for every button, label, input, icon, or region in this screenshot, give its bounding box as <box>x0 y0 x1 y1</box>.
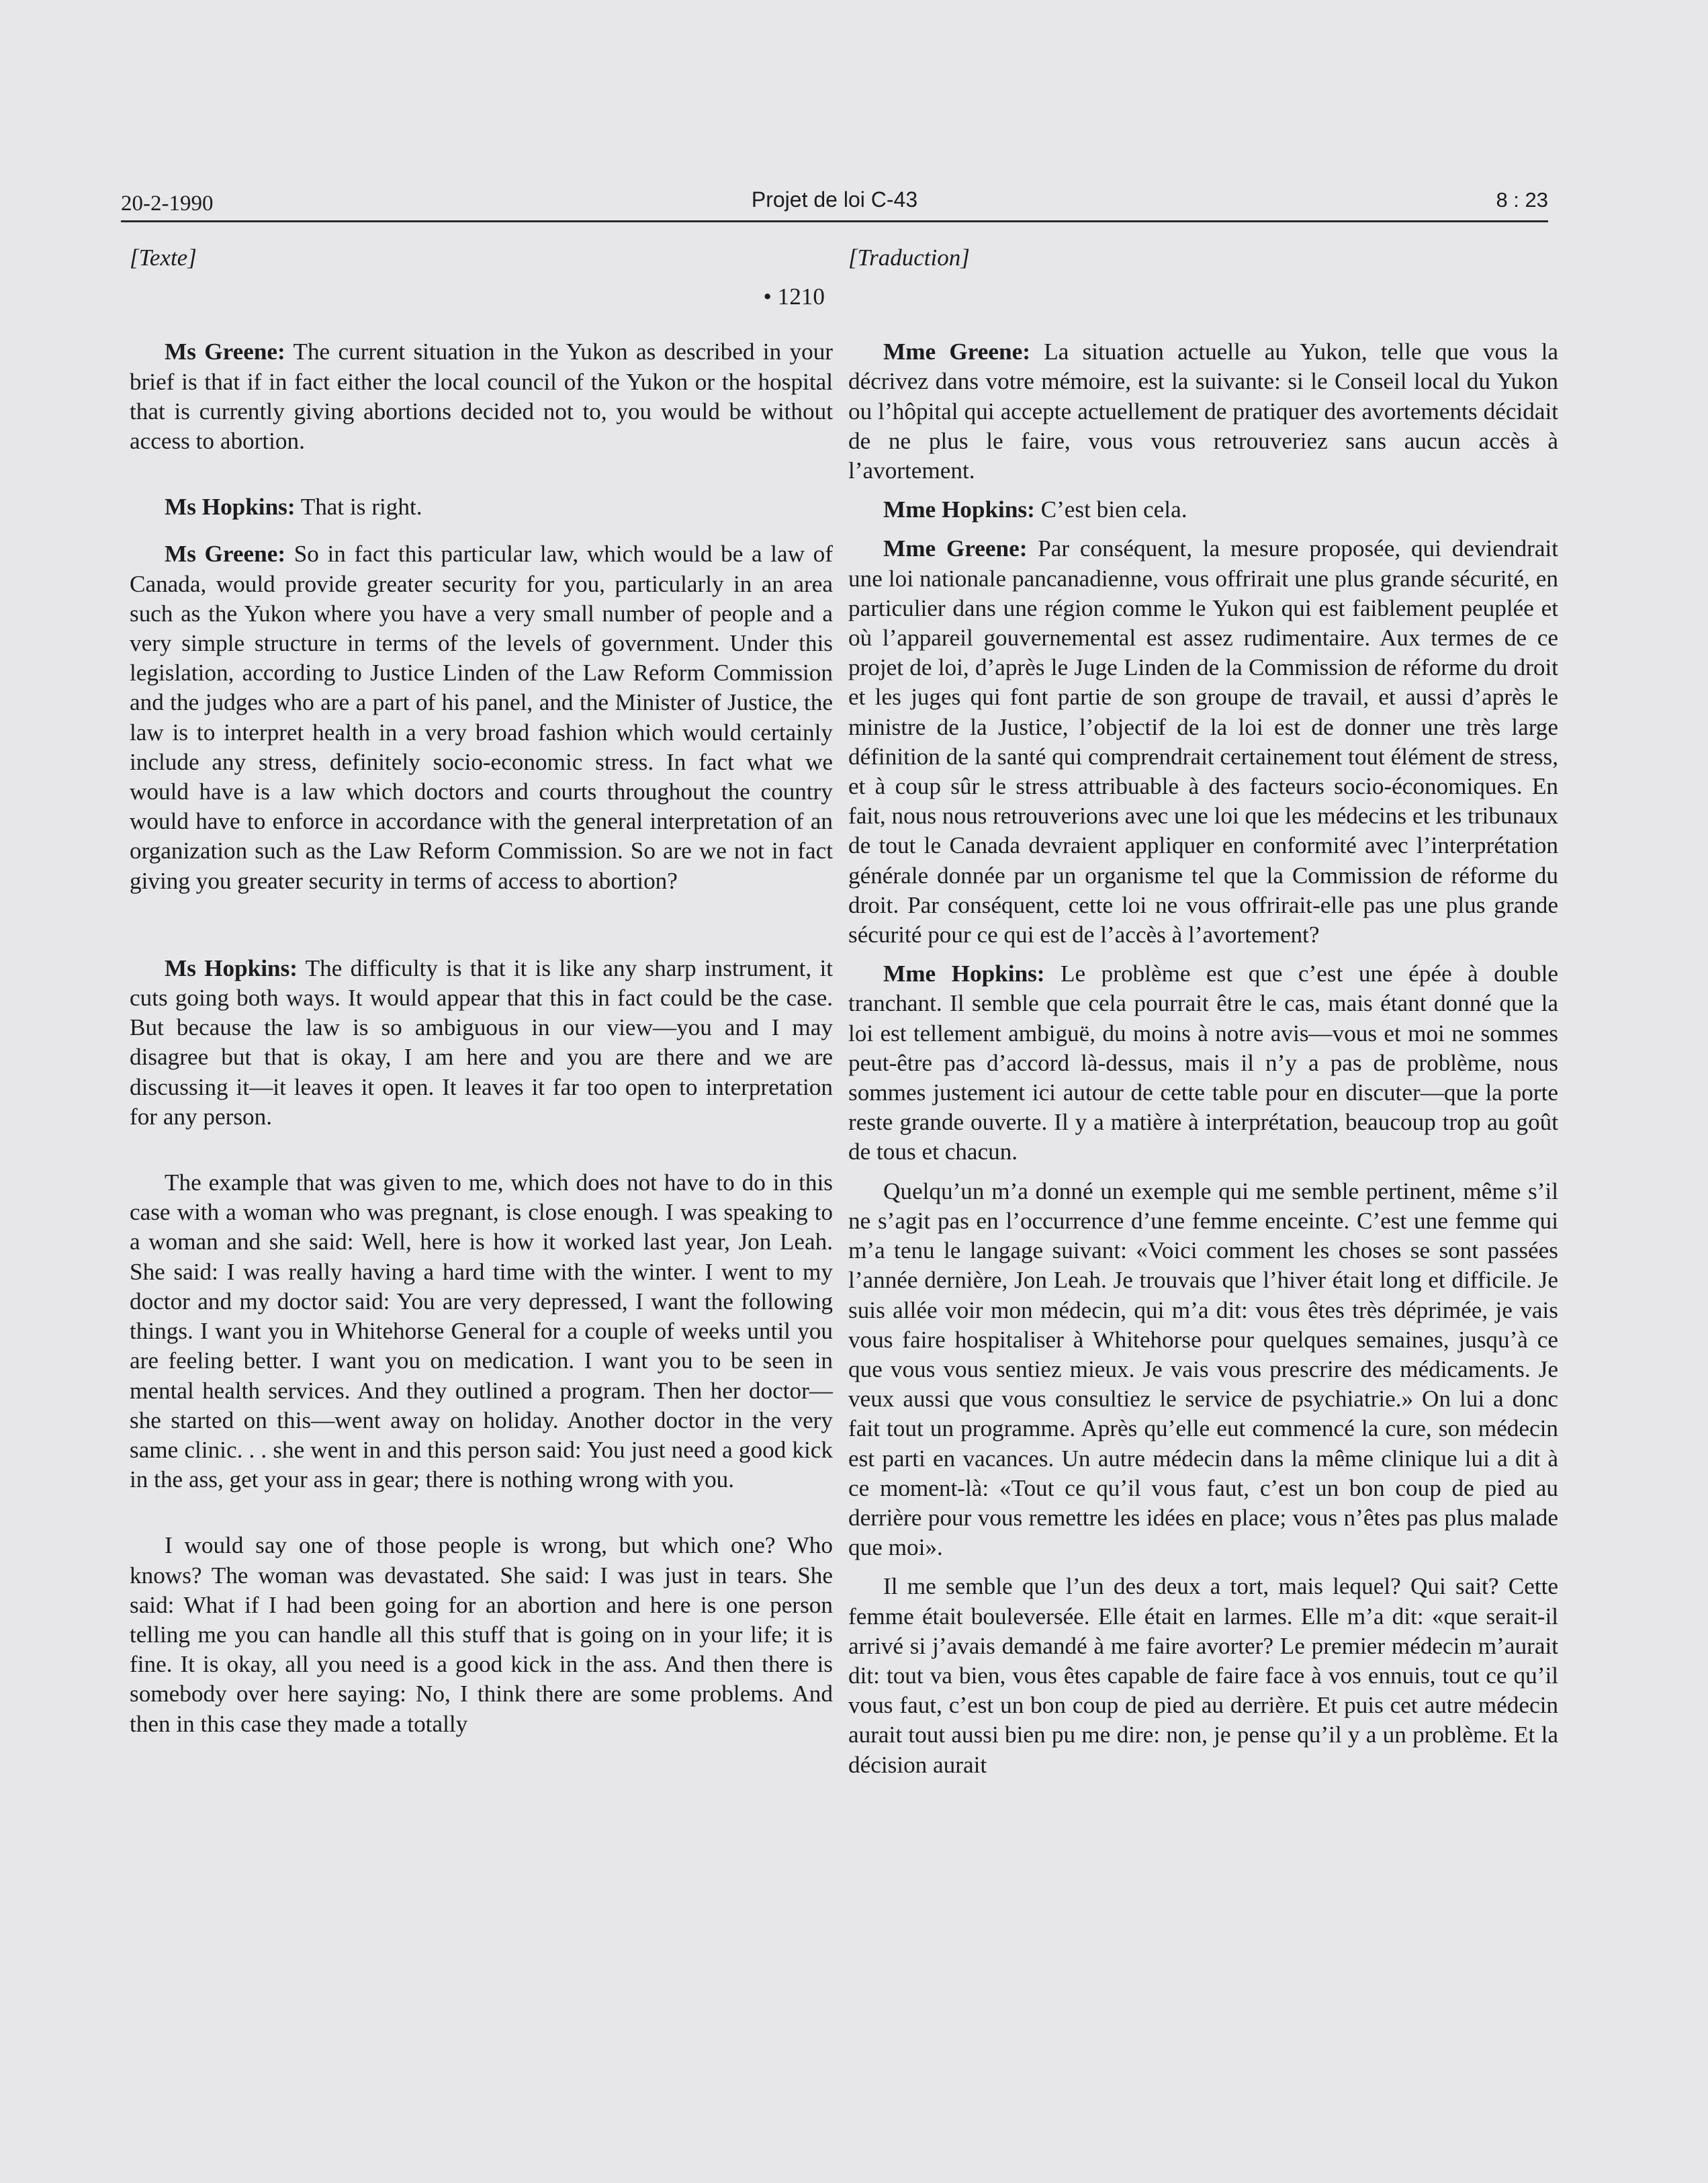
time-stamp: • 1210 <box>763 283 825 310</box>
paragraph-text: C’est bien cela. <box>1034 496 1187 523</box>
paragraph <box>848 959 1558 1167</box>
speaker-name: Mme Hopkins: <box>883 961 1045 987</box>
paragraph <box>848 1177 1558 1563</box>
paragraph <box>130 539 833 895</box>
paragraph <box>130 492 833 522</box>
speaker-name: Mme Greene: <box>883 535 1028 562</box>
paragraph <box>848 337 1558 486</box>
paragraph <box>848 495 1558 525</box>
english-column <box>130 243 833 1739</box>
header-date: 20-2-1990 <box>121 191 214 216</box>
speaker-name: Ms Greene: <box>165 541 286 568</box>
speaker-name: Ms Hopkins: <box>165 494 296 521</box>
paragraph-text: The example that was given to me, which does not have to do in this case with a woman who was pregnant, is close enough. I was speaking to a woman and she said: Well, here is how it worked last year, Jon Leah. She said: I was really having a hard time with the winter. I went to my doctor and my doctor said: You are very depressed, I want the following things. I want you in Whitehorse General for a couple of weeks until you are feeling better. I want you on medication. I want you to be seen in mental health services. And they outlined a program. Then her doctor—she started on this—went away on holiday. Another doctor in the very same clinic. . . she went in and this person said: You just need a good kick in the ass, get your ass in gear; there is nothing wrong with you. <box>130 1169 833 1493</box>
paragraph-text: I would say one of those people is wrong, but which one? Who knows? The woman was devastated. She said: I was just in tears. She said: What if I had been going for an abortion and here is one person telling me you can handle all this stuff that is going on in your life; it is fine. It is okay, all you need is a good kick in the ass. And then there is somebody over here saying: No, I think there are some problems. And then in this case they made a totally <box>130 1532 833 1737</box>
speaker-name: Ms Hopkins: <box>165 954 298 981</box>
header-title: Projet de loi C-43 <box>751 187 918 212</box>
paragraph <box>130 337 833 456</box>
paragraph <box>130 1531 833 1738</box>
running-header <box>121 187 1548 222</box>
paragraph-text: The current situation in the Yukon as described in your brief is that if in fact either the local council of the Yukon or the hospital that is currently giving abortions decided not to, you would be without access to abortion. <box>130 339 834 455</box>
speaker-name: Mme Greene: <box>883 339 1030 365</box>
speaker-name: Mme Hopkins: <box>883 496 1035 523</box>
paragraph-text: That is right. <box>295 494 422 521</box>
paragraph-text: So in fact this particular law, which would be a law of Canada, would provide greater security for you, particularly in an area such as the Yukon where you have a very small number of people and a very simple structure in terms of the levels of government. Under this legislation, according to Justice Linden of the Law Reform Commission and the judges who are a part of his panel, and the Minister of Justice, the law is to interpret health in a very broad fashion which would certainly include any stress, definitely socio-economic stress. In fact what we would have is a law which doctors and courts throughout the country would have to enforce in accordance with the general interpretation of an organization such as the Law Reform Commission. So are we not in fact giving you greater security in terms of access to abortion? <box>130 541 833 894</box>
header-page-number: 8 : 23 <box>1496 188 1548 212</box>
paragraph <box>130 954 833 1132</box>
paragraph-text: Quelqu’un m’a donné un exemple qui me semble pertinent, même s’il ne s’agit pas en l’occurrence d’une femme enceinte. C’est une femme qui m’a tenu le langage suivant: «Voici comment les choses se sont passées l’année dernière, Jon Leah. Je trouvais que l’hiver était long et difficile. Je suis allée voir mon médecin, qui m’a dit: vous êtes très déprimée, je vais vous faire hospitaliser à Whitehorse pour quelques semaines, jusqu’à ce que vous vous sentiez mieux. Je vais vous prescrire des médicaments. Je veux aussi que vous consultiez le service de psychiatrie.» On lui a donc fait tout un programme. Après qu’elle eut commencé la cure, son médecin est parti en vacances. Un autre médecin dans la même clinique lui a dit à ce moment-là: «Tout ce qu’il vous faut, c’est un bon coup de pied au derrière pour vous remettre les idées en place; vous n’êtes pas plus malade que moi». <box>848 1177 1558 1561</box>
paragraph <box>848 534 1558 950</box>
speaker-name: Ms Greene: <box>165 339 285 365</box>
paragraph <box>848 1572 1558 1779</box>
french-column <box>848 243 1558 1780</box>
section-tag-traduction: [Traduction] <box>848 244 970 271</box>
paragraph-text: Par conséquent, la mesure proposée, qui deviendrait une loi nationale pancanadienne, vous offrirait une plus grande sécurité, en particulier dans une région comme le Yukon qui est faiblement peuplée et où l’appareil gouvernemental est assez rudimentaire. Aux termes de ce projet de loi, d’après le Juge Linden de la Commission de réforme du droit et les juges qui font partie de son groupe de travail, et aussi d’après le ministre de la Justice, l’objectif de la loi est de donner une très large définition de la santé qui comprendrait certainement tout élément de stress, et à coup sûr le stress attribuable à des facteurs socio-économiques. En fait, nous nous retrouverions avec une loi que les médecins et les tribunaux de tout le Canada devraient appliquer en conformité avec l’interprétation générale donnée par un organisme tel que la Commission de réforme du droit. Par conséquent, cette loi ne vous offrirait-elle pas une plus grande sécurité pour ce qui est de l’accès à l’avortement? <box>848 535 1558 948</box>
section-tag-texte: [Texte] <box>130 244 197 271</box>
paragraph-text: Le problème est que c’est une épée à double tranchant. Il semble que cela pourrait être le cas, mais étant donné que la loi est tellement ambiguë, du moins à notre avis—vous et moi ne sommes peut-être pas d’accord là-dessus, mais il n’y a pas de problème, nous sommes justement ici autour de cette table pour en discuter—que la porte reste grande ouverte. Il y a matière à interprétation, beaucoup trop au goût de tous et chacun. <box>848 961 1558 1165</box>
paragraph-text: La situation actuelle au Yukon, telle que vous la décrivez dans votre mémoire, est la suivante: si le Conseil local du Yukon ou l’hôpital qui accepte actuellement de pratiquer des avortements décidait de ne plus le faire, vous vous retrouveriez sans aucun accès à l’avortement. <box>848 339 1558 484</box>
paragraph-text: Il me semble que l’un des deux a tort, mais lequel? Qui sait? Cette femme était bouleversée. Elle était en larmes. Elle m’a dit: «que serait-il arrivé si j’avais demandé à me faire avorter? Le premier médecin m’aurait dit: tout va bien, vous êtes capable de faire face à vos ennuis, tout ce qu’il vous faut, c’est un bon coup de pied au derrière. Et puis cet autre médecin aurait tout aussi bien pu me dire: non, je pense qu’il y a un problème. Et la décision aurait <box>848 1573 1558 1778</box>
paragraph-text: The difficulty is that it is like any sharp instrument, it cuts going both ways. It would appear that this in fact could be the case. But because the law is so ambiguous in our view—you and I may disagree but that is okay, I am here and you are there and we are discussing it—it leaves it open. It leaves it far too open to interpretation for any person. <box>130 954 833 1130</box>
paragraph <box>130 1168 833 1495</box>
